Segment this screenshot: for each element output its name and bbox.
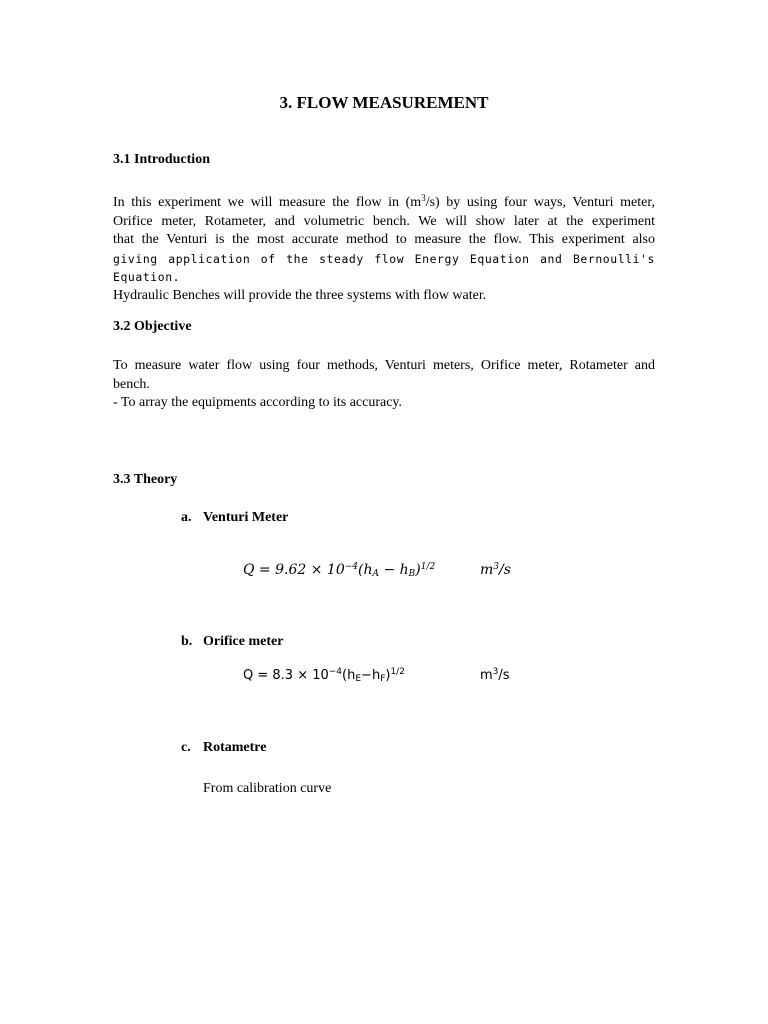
section-heading-objective: 3.2 Objective <box>113 319 192 334</box>
objective-line-3: - To array the equipments according to its accuracy. <box>113 395 403 410</box>
intro-line-4: giving application of the steady flow Energy Equation and Bernoulli's Equation. <box>113 251 655 284</box>
intro-line-1: In this experiment we will measure the flow in $(m^3/s)$ by using four ways, Venturi meter, <box>113 193 655 210</box>
introduction-paragraph <box>113 189 655 305</box>
list-marker: c. <box>181 740 191 755</box>
objective-paragraph <box>113 357 655 413</box>
rotametre-label: c. Rotametre <box>181 740 267 755</box>
list-marker: b. <box>181 634 193 649</box>
intro-line-5: Hydraulic Benches will provide the three systems with flow water. <box>113 287 487 303</box>
page-title: 3. FLOW MEASUREMENT <box>279 93 489 112</box>
rotametre-note: From calibration curve <box>203 781 332 796</box>
section-heading-theory: 3.3 Theory <box>113 472 178 487</box>
venturi-unit: $m^3/s$ <box>480 562 511 578</box>
intro-line-3: that the Venturi is the most accurate method to measure the flow. This experiment also <box>113 232 655 247</box>
venturi-meter-label: a. Venturi Meter <box>181 510 289 525</box>
list-marker: a. <box>181 510 192 525</box>
orifice-meter-label: b. Orifice meter <box>181 634 284 649</box>
orifice-equation: $Q = 8.3 \times 10^{-4}(h_E-h_F)^{1/2}$ <box>243 667 405 684</box>
venturi-equation: $Q = 9.62 \times 10^{-4}(h_A - h_B)^{1/2}$ <box>243 562 436 579</box>
intro-line-2: Orifice meter, Rotameter, and volumetric bench. We will show later at the experiment <box>113 213 655 229</box>
orifice-unit: $m^3/s$ <box>480 667 510 683</box>
objective-line-2: bench. <box>113 376 150 392</box>
section-heading-introduction: 3.1 Introduction <box>113 152 210 167</box>
objective-line-1: To measure water flow using four methods, Venturi meters, Orifice meter, Rotameter and <box>113 358 655 373</box>
